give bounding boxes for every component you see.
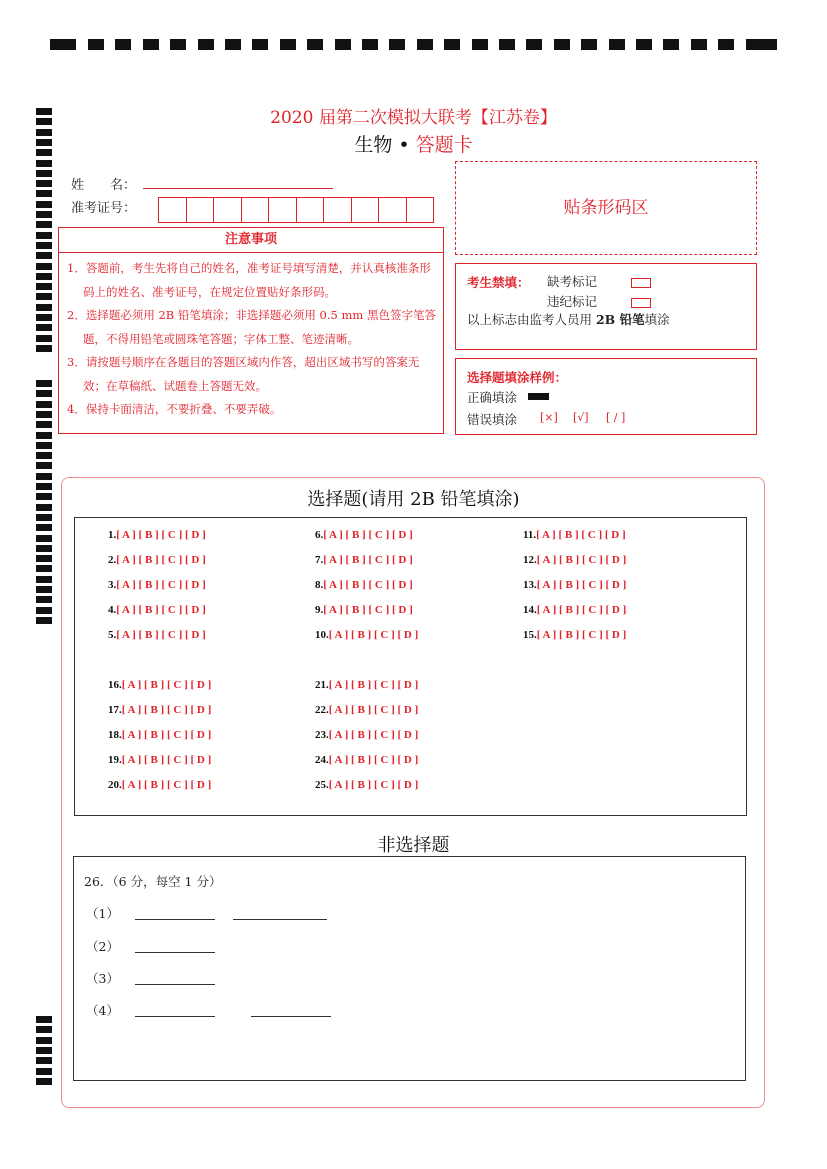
timing-mark (750, 39, 777, 50)
wrong-mark: [√] (573, 411, 589, 424)
fill-example-title: 选择题填涂样例： (467, 370, 568, 385)
question-number: 7. (315, 554, 324, 566)
choice-question[interactable] (315, 529, 413, 541)
answer-options[interactable]: [ A ] [ B ] [ C ] [ D ] (536, 604, 627, 616)
timing-mark (36, 160, 52, 167)
question-26-label: 26．（6 分，每空 1 分） (84, 874, 222, 889)
timing-mark (36, 314, 52, 321)
timing-mark (36, 565, 52, 572)
question-number: 9. (315, 604, 324, 616)
answer-options[interactable]: [ A ] [ B ] [ C ] [ D ] (328, 704, 419, 716)
forbidden-label: 考生禁填： (467, 275, 530, 290)
timing-mark (36, 555, 52, 562)
question-number: 11. (523, 529, 537, 541)
timing-mark (36, 252, 52, 259)
timing-mark (36, 545, 52, 552)
timing-mark (252, 39, 268, 50)
answer-options[interactable]: [ A ] [ B ] [ C ] [ D ] (323, 579, 413, 591)
timing-mark (609, 39, 625, 50)
timing-mark (36, 452, 52, 459)
wrong-mark: [ / ] (606, 411, 626, 424)
answer-options[interactable]: [ A ] [ B ] [ C ] [ D ] (536, 629, 627, 641)
answer-options[interactable]: [ A ] [ B ] [ C ] [ D ] (328, 779, 419, 791)
timing-mark (362, 39, 378, 50)
timing-mark (36, 596, 52, 603)
choice-question[interactable] (108, 754, 211, 766)
timing-mark (36, 335, 52, 342)
question-number: 17. (108, 704, 122, 716)
choice-answer-box (74, 517, 747, 816)
answer-options[interactable]: [ A ] [ B ] [ C ] [ D ] (121, 704, 212, 716)
timing-mark (36, 345, 52, 352)
timing-mark (36, 283, 52, 290)
part-label: （2） (86, 939, 119, 954)
question-number: 19. (108, 754, 122, 766)
timing-mark (143, 39, 159, 50)
wrong-fill-label: 错误填涂 (467, 412, 518, 427)
timing-mark (581, 39, 597, 50)
choice-question[interactable] (523, 529, 626, 541)
question-number: 20. (108, 779, 122, 791)
timing-mark (36, 462, 52, 469)
timing-mark (36, 1057, 52, 1064)
question-number: 15. (523, 629, 537, 641)
timing-mark (36, 232, 52, 239)
choice-question[interactable] (315, 729, 418, 741)
choice-question[interactable] (315, 554, 413, 566)
choice-question[interactable] (315, 679, 418, 691)
timing-mark (36, 211, 52, 218)
answer-options[interactable]: [ A ] [ B ] [ C ] [ D ] (536, 554, 627, 566)
fill-example-box (455, 358, 757, 435)
timing-mark (554, 39, 570, 50)
timing-mark (225, 39, 241, 50)
correct-fill-mark (528, 393, 549, 400)
part-label: （3） (86, 971, 119, 986)
timing-mark (36, 201, 52, 208)
forbidden-fill-box (455, 263, 757, 350)
timing-mark (36, 576, 52, 583)
nonchoice-answer-box (73, 856, 746, 1081)
timing-mark (335, 39, 351, 50)
timing-mark (36, 586, 52, 593)
timing-mark (36, 180, 52, 187)
part-label: （1） (86, 906, 119, 921)
choice-question[interactable] (108, 579, 206, 591)
question-number: 14. (523, 604, 537, 616)
question-number: 24. (315, 754, 329, 766)
choice-question[interactable] (315, 779, 418, 791)
timing-mark (36, 473, 52, 480)
question-number: 13. (523, 579, 537, 591)
timing-mark (691, 39, 707, 50)
answer-options[interactable]: [ A ] [ B ] [ C ] [ D ] (116, 579, 206, 591)
timing-mark (198, 39, 214, 50)
timing-mark (36, 390, 52, 397)
timing-mark (636, 39, 652, 50)
answer-blank[interactable] (135, 919, 215, 920)
question-number: 18. (108, 729, 122, 741)
answer-options[interactable]: [ A ] [ B ] [ C ] [ D ] (323, 529, 413, 541)
timing-mark (36, 1026, 52, 1033)
timing-mark (307, 39, 323, 50)
timing-mark (36, 1047, 52, 1054)
timing-mark (36, 524, 52, 531)
question-number: 10. (315, 629, 329, 641)
timing-mark (499, 39, 515, 50)
timing-mark (36, 170, 52, 177)
timing-mark (36, 1068, 52, 1075)
timing-mark (280, 39, 296, 50)
timing-mark (36, 442, 52, 449)
question-number: 12. (523, 554, 537, 566)
answer-options[interactable]: [ A ] [ B ] [ C ] [ D ] (328, 729, 419, 741)
absent-mark[interactable] (631, 274, 651, 289)
notice-item: 2．选择题必须用 2B 铅笔填涂；非选择题必须用 0.5 mm 黑色签字笔答题，不得用铅笔或圆珠笔答题；字体工整、笔迹清晰。 (67, 308, 436, 346)
timing-mark (36, 263, 52, 270)
choice-question[interactable] (108, 604, 206, 616)
question-number: 2. (108, 554, 117, 566)
timing-mark (36, 514, 52, 521)
name-label: 姓 名： (71, 178, 137, 193)
question-number: 4. (108, 604, 117, 616)
timing-mark (115, 39, 131, 50)
question-number: 5. (108, 629, 117, 641)
timing-mark (36, 401, 52, 408)
timing-marks-top (50, 39, 777, 53)
timing-mark (88, 39, 104, 50)
violation-label: 违纪标记 (547, 294, 598, 309)
choice-question[interactable] (108, 679, 211, 691)
choice-question[interactable] (108, 729, 211, 741)
notice-title: 注意事项 (59, 228, 443, 253)
answer-options[interactable]: [ A ] [ B ] [ C ] [ D ] (121, 779, 212, 791)
timing-mark (36, 273, 52, 280)
notice-item: 4．保持卡面清洁，不要折叠、不要弄破。 (67, 402, 282, 416)
choice-question[interactable] (108, 779, 211, 791)
answer-options[interactable]: [ A ] [ B ] [ C ] [ D ] (121, 729, 212, 741)
title-separator: • (398, 134, 410, 156)
timing-mark (50, 39, 76, 50)
absent-label: 缺考标记 (547, 274, 598, 289)
choice-question[interactable] (315, 579, 413, 591)
choice-question[interactable] (315, 629, 418, 641)
timing-mark (472, 39, 488, 50)
choice-question[interactable] (108, 529, 206, 541)
nonchoice-section-title: 非选择题 (377, 835, 450, 856)
card-title (0, 130, 827, 157)
part-label: （4） (86, 1003, 119, 1018)
violation-mark[interactable] (631, 294, 651, 309)
forbidden-note: 以上标志由监考人员用 2B 铅笔填涂 (467, 312, 670, 327)
choice-question[interactable] (523, 554, 626, 566)
timing-mark (663, 39, 679, 50)
notice-item: 3．请按题号顺序在各题目的答题区域内作答，超出区域书写的答案无效；在草稿纸、试题卷上答题无效。 (67, 355, 420, 393)
id-number-boxes[interactable] (158, 197, 434, 223)
timing-mark (170, 39, 186, 50)
answer-blank[interactable] (233, 919, 327, 920)
timing-mark (36, 190, 52, 197)
wrong-mark: [×] (540, 411, 558, 424)
answer-options[interactable]: [ A ] [ B ] [ C ] [ D ] (328, 679, 419, 691)
timing-mark (36, 617, 52, 624)
subject-name: 生物 (354, 134, 393, 156)
answer-options[interactable]: [ A ] [ B ] [ C ] [ D ] (116, 529, 206, 541)
choice-section-title: 选择题(请用 2B 铅笔填涂) (307, 489, 520, 510)
choice-question[interactable] (315, 604, 413, 616)
answer-options[interactable]: [ A ] [ B ] [ C ] [ D ] (121, 754, 212, 766)
timing-mark (36, 380, 52, 387)
timing-mark (718, 39, 734, 50)
answer-options[interactable]: [ A ] [ B ] [ C ] [ D ] (328, 754, 419, 766)
choice-question[interactable] (523, 629, 626, 641)
timing-mark (444, 39, 460, 50)
choice-question[interactable] (108, 554, 206, 566)
answer-options[interactable]: [ A ] [ B ] [ C ] [ D ] (536, 579, 627, 591)
choice-question[interactable] (523, 579, 626, 591)
id-label: 准考证号： (71, 201, 137, 216)
answer-blank[interactable] (135, 1016, 215, 1017)
timing-mark (36, 421, 52, 428)
choice-question[interactable] (315, 704, 418, 716)
answer-blank[interactable] (135, 952, 215, 953)
question-number: 6. (315, 529, 324, 541)
timing-mark (36, 1078, 52, 1085)
name-field[interactable] (143, 188, 333, 189)
timing-mark (36, 1016, 52, 1023)
timing-mark (36, 607, 52, 614)
answer-blank[interactable] (251, 1016, 331, 1017)
card-type: 答题卡 (415, 134, 473, 156)
question-number: 3. (108, 579, 117, 591)
timing-mark (36, 432, 52, 439)
question-number: 21. (315, 679, 329, 691)
choice-question[interactable] (315, 754, 418, 766)
exam-title: 2020 届第二次模拟大联考【江苏卷】 (270, 108, 557, 128)
timing-mark (36, 1037, 52, 1044)
answer-options[interactable]: [ A ] [ B ] [ C ] [ D ] (116, 629, 206, 641)
answer-options[interactable]: [ A ] [ B ] [ C ] [ D ] (116, 554, 206, 566)
question-number: 25. (315, 779, 329, 791)
timing-mark (36, 221, 52, 228)
answer-options[interactable]: [ A ] [ B ] [ C ] [ D ] (328, 629, 419, 641)
question-number: 8. (315, 579, 324, 591)
barcode-area: 贴条形码区 (455, 161, 757, 255)
choice-question[interactable] (108, 704, 211, 716)
choice-question[interactable] (523, 604, 626, 616)
answer-options[interactable]: [ A ] [ B ] [ C ] [ D ] (116, 604, 206, 616)
timing-mark (389, 39, 405, 50)
question-number: 22. (315, 704, 329, 716)
timing-mark (36, 535, 52, 542)
notice-item: 1．答题前，考生先将自己的姓名，准考证号填写清楚，并认真核准条形码上的姓名、准考证号，在规定位置贴好条形码。 (67, 261, 431, 299)
notice-box (58, 227, 444, 434)
question-number: 1. (108, 529, 117, 541)
choice-question[interactable] (108, 629, 206, 641)
timing-mark (417, 39, 433, 50)
correct-fill-label: 正确填涂 (467, 390, 518, 405)
timing-mark (36, 242, 52, 249)
timing-mark (526, 39, 542, 50)
answer-blank[interactable] (135, 984, 215, 985)
answer-options[interactable]: [ A ] [ B ] [ C ] [ D ] (323, 604, 413, 616)
question-number: 16. (108, 679, 122, 691)
timing-mark (36, 324, 52, 331)
timing-mark (36, 293, 52, 300)
answer-options[interactable]: [ A ] [ B ] [ C ] [ D ] (536, 529, 626, 541)
answer-options[interactable]: [ A ] [ B ] [ C ] [ D ] (121, 679, 212, 691)
timing-mark (36, 304, 52, 311)
timing-mark (36, 411, 52, 418)
question-number: 23. (315, 729, 329, 741)
answer-options[interactable]: [ A ] [ B ] [ C ] [ D ] (323, 554, 413, 566)
